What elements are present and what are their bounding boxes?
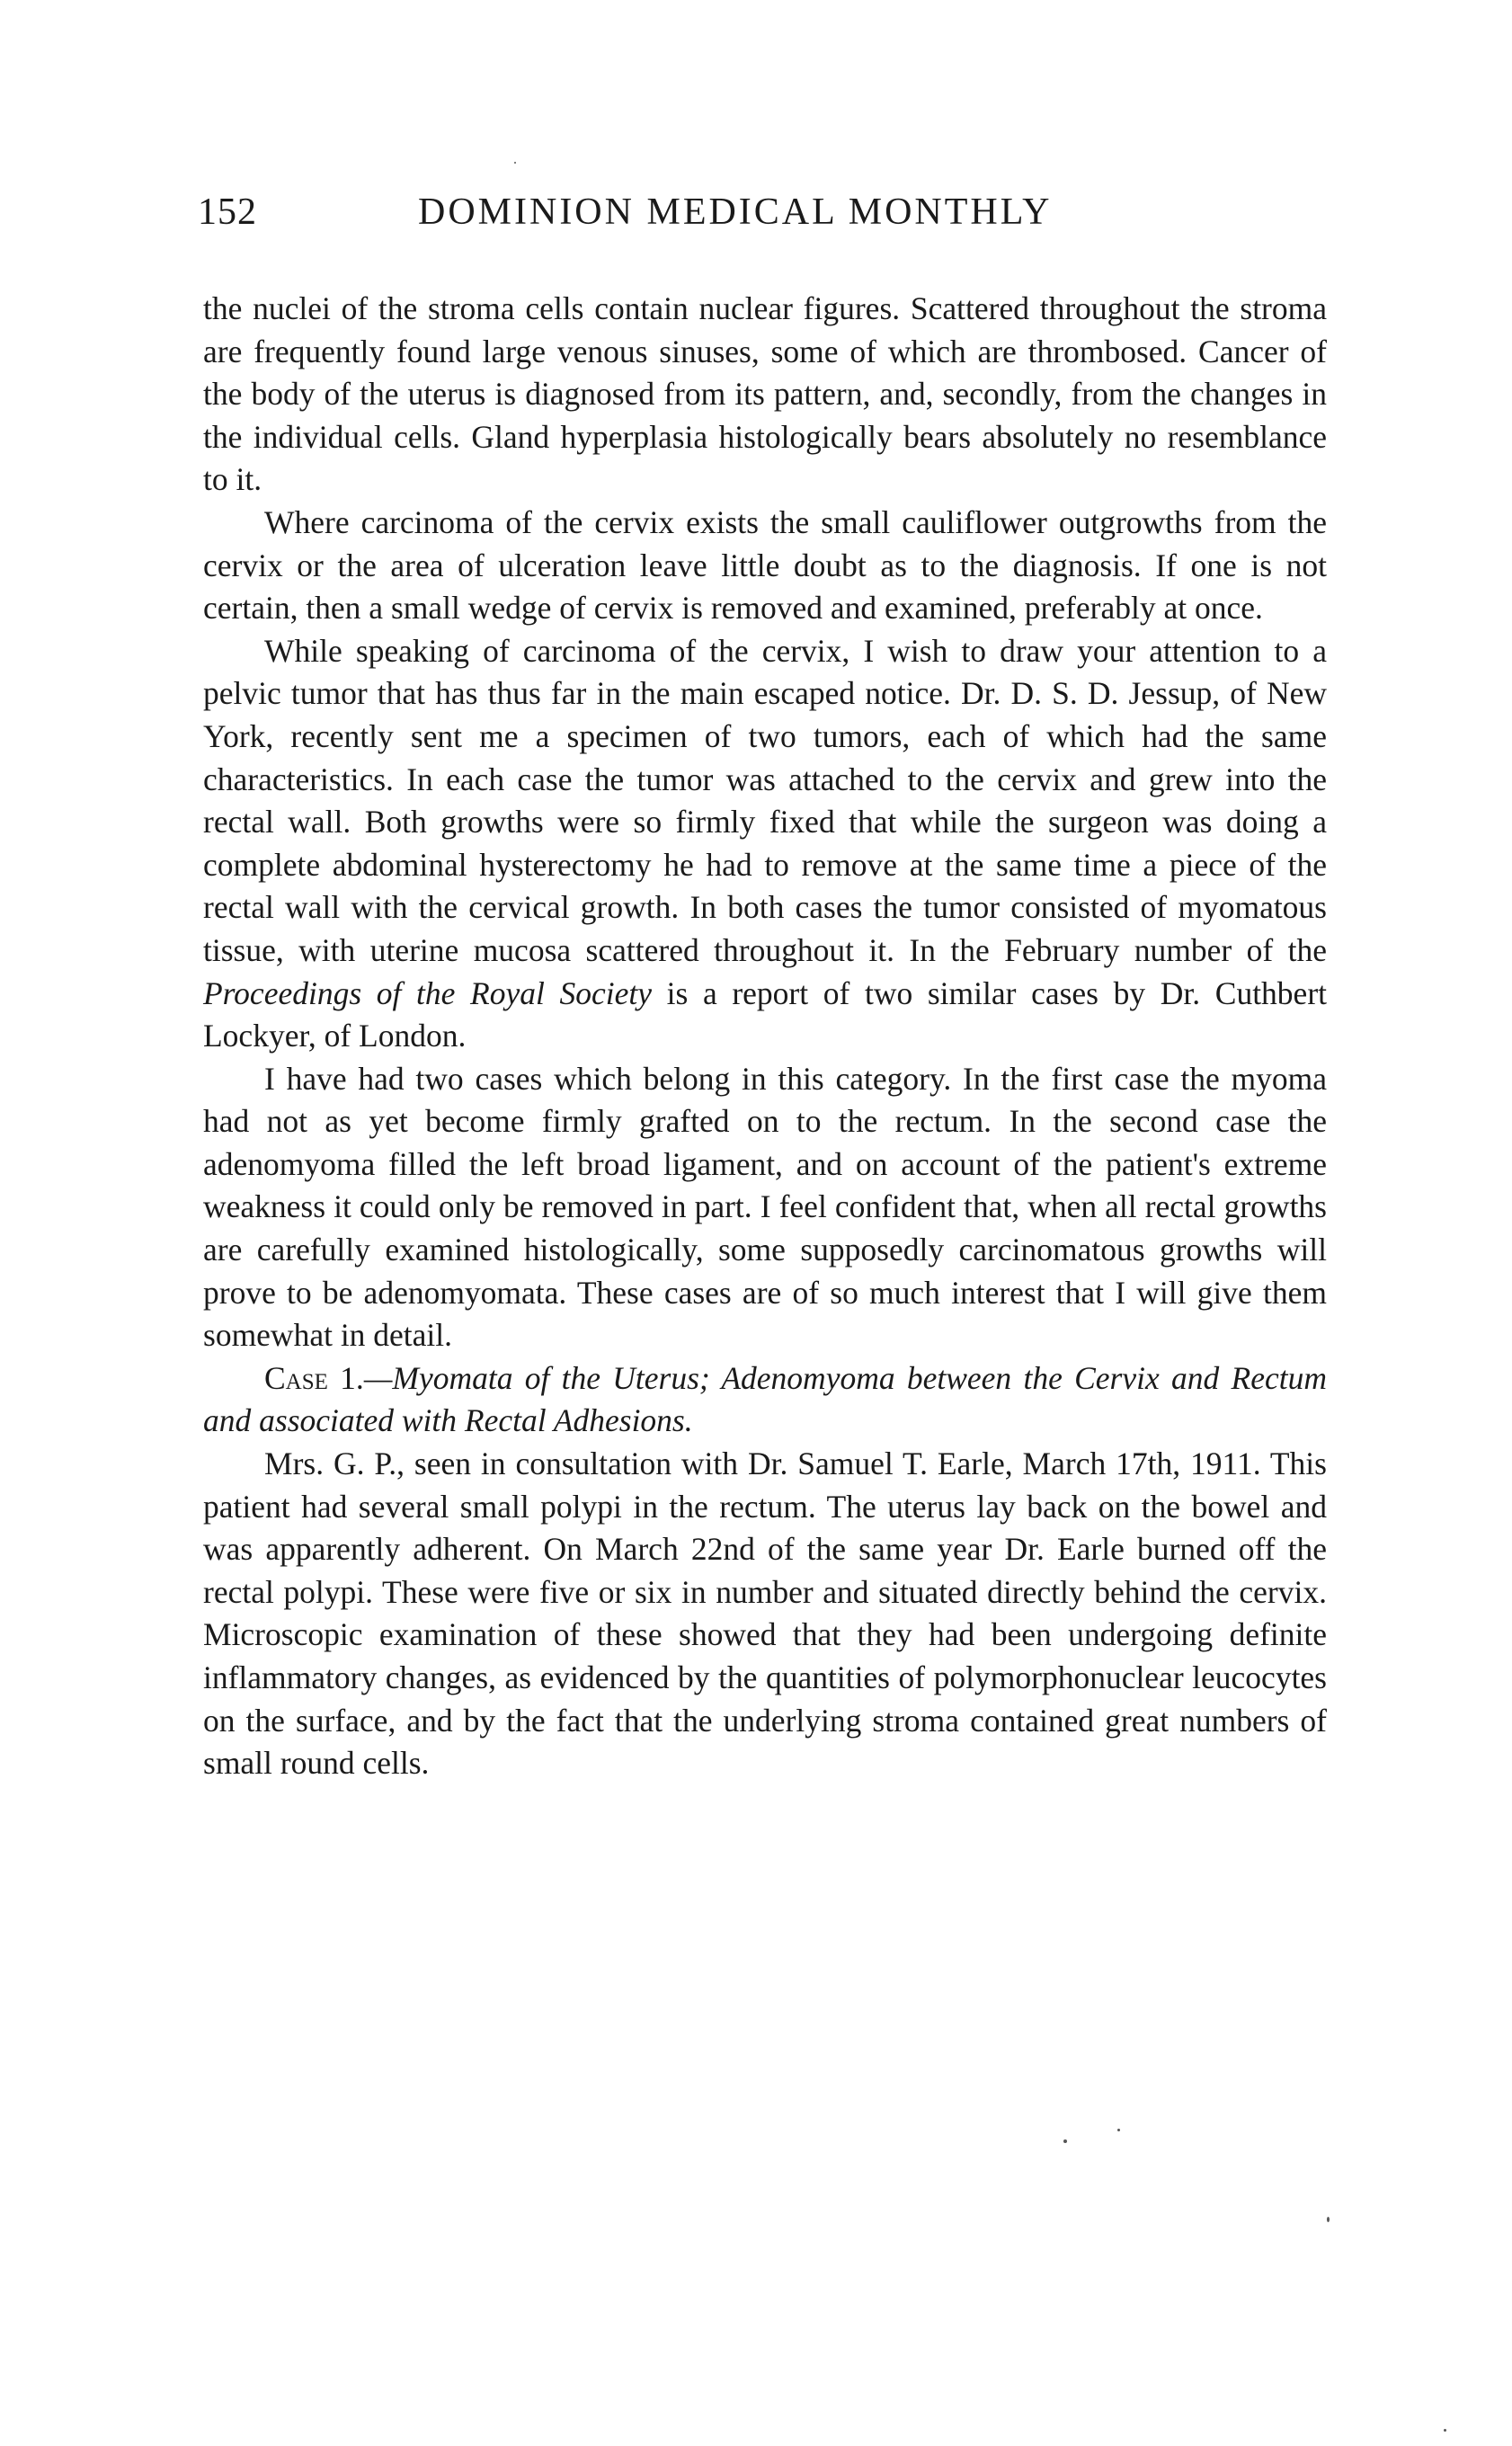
case-heading [203,1357,1327,1443]
scan-speck [1117,2129,1120,2131]
scan-speck [1327,2217,1330,2222]
paragraph-2: Where carcinoma of the cervix exists the small cauliflower outgrowths from the cervix or the area of ulceration leave little doubt as to the diagnosis. If one is not certain, then a small wedge of cervix is removed and examined, preferably at once. [203,503,1327,627]
paragraph-3-text-b: is a report of two similar cases by Dr. Cuthbert Lockyer, of London. [203,974,1328,1054]
page-number: 152 [198,191,257,233]
running-title: DOMINION MEDICAL MONTHLY [418,191,1053,233]
paragraph-3 [203,630,1327,1058]
scan-speck [1063,2139,1067,2143]
journal-title: Proceedings of the Royal Society [203,974,652,1011]
scan-speck [514,162,516,164]
case-label: Case 1. [264,1359,364,1396]
paragraph-6: Mrs. G. P., seen in consultation with Dr. Samuel T. Earle, March 17th, 1911. This patient had several small polypi in the rectum. The uterus lay back on the bowel and was apparently adherent. On March 22nd of the same year Dr. Earle burned off the rectal polypi. These were five or six in number and situated directly behind the cervix. Microscopic examination of these showed that they had been undergoing definite inflammatory changes, as evidenced by the quantities of polymorphonuclear leucocytes on the surface, and by the fact that the underlying stroma contained great numbers of small round cells. [203,1445,1327,1782]
paragraph-4: I have had two cases which belong in this category. In the first case the myoma had not as yet become firmly grafted on to the rectum. In the second case the adenomyoma filled the left broad ligament, and on account of the patient's extreme weakness it could only be removed in part. I feel confident that, when all rectal growths are carefully examined histologically, some supposedly carcinomatous growths will prove to be adenomyomata. These cases are of so much interest that I will give them somewhat in detail. [203,1060,1327,1354]
paragraph-3-text-a: While speaking of carcinoma of the cervix, I wish to draw your attention to a pelvic tumor that has thus far in the main escaped notice. Dr. D. S. D. Jessup, of New York, recently sent me a specimen of two tumors, each of which had the same characteristics. In each case the tumor was attached to the cervix and grew into the rectal wall. Both growths were so firmly fixed that while the surgeon was doing a complete abdominal hysterectomy he had to remove at the same time a piece of the rectal wall with the cervical growth. In both cases the tumor consisted of myomatous tissue, with uterine mucosa scattered throughout it. In the February number of the [203,632,1327,968]
page-header [198,191,1330,245]
case-title: —Myomata of the Uterus; Adenomyoma between the Cervix and Rectum and associated with Rectal Adhesions. [203,1359,1327,1439]
scan-speck [1444,2429,1446,2432]
paragraph-1: the nuclei of the stroma cells contain nuclear figures. Scattered throughout the stroma are frequently found large venous sinuses, some of which are thrombosed. Cancer of the body of the uterus is diagnosed from its pattern, and, secondly, from the changes in the individual cells. Gland hyperplasia histologically bears absolutely no resemblance to it. [203,290,1327,498]
article-body [203,288,1327,1785]
